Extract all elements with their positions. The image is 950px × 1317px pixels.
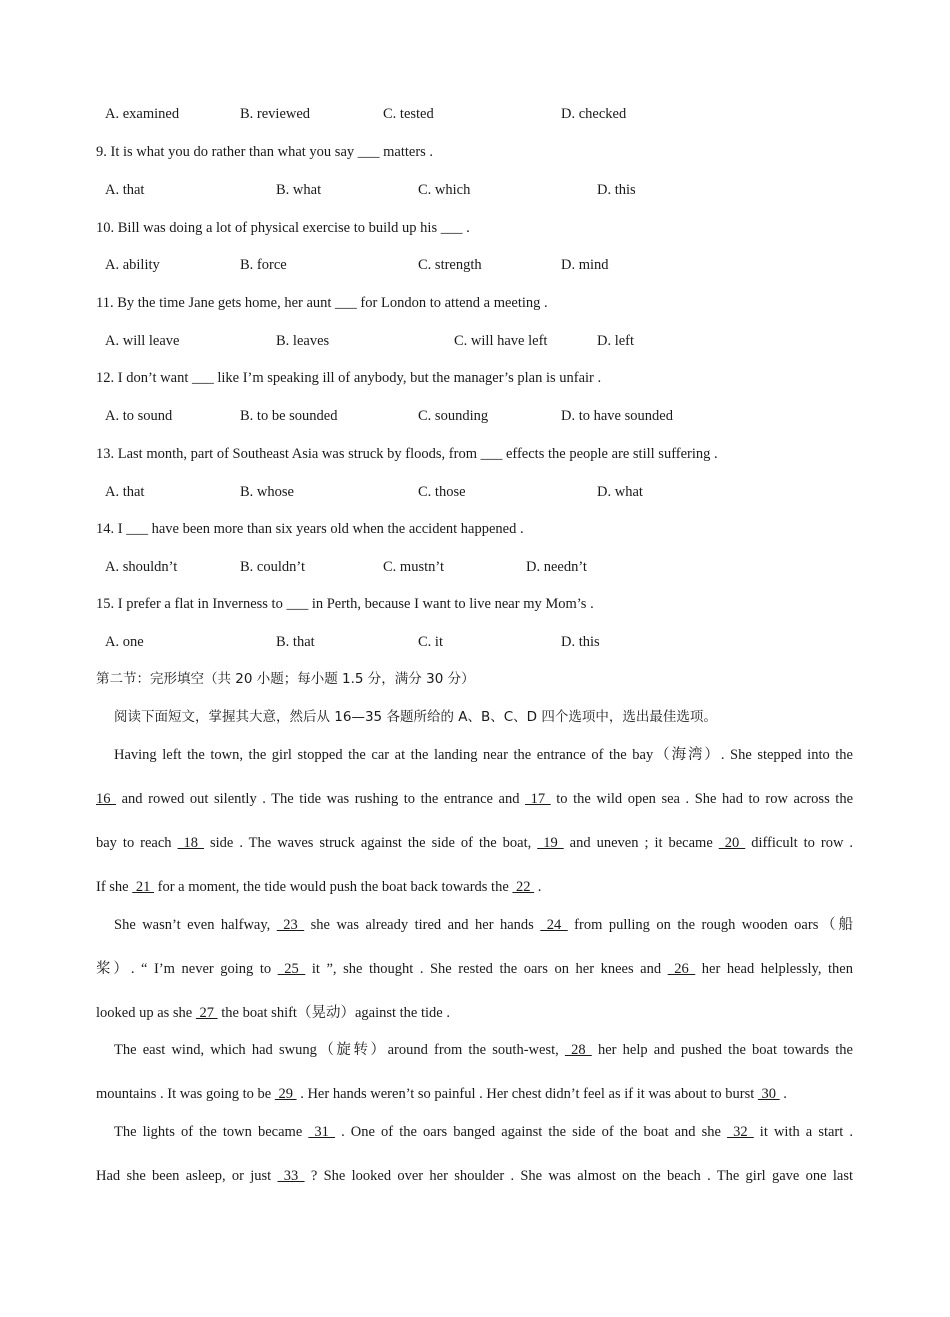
option-c: C. which	[418, 182, 471, 198]
option-d: D. what	[597, 484, 643, 500]
passage-line: mountains . It was going to be 29 . Her hands weren’t so painful . Her chest didn’t feel as if it was about to burst 30 .	[96, 1086, 787, 1102]
blank-16: 16	[96, 791, 117, 807]
blank-31: 31	[308, 1124, 336, 1140]
blank-20: 20	[718, 835, 746, 851]
option-d: D. to have sounded	[561, 408, 673, 424]
option-a: A. to sound	[105, 408, 173, 424]
blank-27: 27	[195, 1005, 218, 1021]
option-c: C. it	[418, 634, 443, 650]
passage-paragraph-4	[96, 1123, 853, 1185]
passage-line: Having left the town, the girl stopped the car at the landing near the entrance of the bay（海湾）. She stepped into the	[114, 747, 853, 763]
option-d: D. needn’t	[526, 559, 587, 575]
option-b: B. force	[240, 257, 287, 273]
blank-28: 28	[564, 1042, 592, 1058]
passage-line: If she 21 for a moment, the tide would push the boat back towards the 22 .	[96, 879, 542, 895]
option-b: B. what	[276, 182, 322, 198]
passage-line: She wasn’t even halfway, 23 she was already tired and her hands 24 from pulling on the rough wooden oars（船	[114, 917, 854, 933]
question-stem: 15. I prefer a flat in Inverness to ___ in Perth, because I want to live near my Mom’s .	[96, 596, 594, 612]
option-a: A. shouldn’t	[105, 559, 178, 575]
option-d: D. this	[597, 182, 636, 198]
blank-22: 22	[512, 879, 535, 895]
option-b: B. leaves	[276, 333, 330, 349]
question-stem: 14. I ___ have been more than six years old when the accident happened .	[96, 521, 524, 537]
blank-17: 17	[525, 791, 551, 807]
option-a: A. that	[105, 182, 145, 198]
blank-33: 33	[277, 1168, 305, 1184]
section-heading: 第二节：完形填空（共 20 小题；每小题 1.5 分，满分 30 分）	[96, 671, 475, 687]
option-c: C. sounding	[418, 408, 489, 424]
blank-18: 18	[177, 835, 205, 851]
option-b: B. couldn’t	[240, 559, 305, 575]
question-stem: 12. I don’t want ___ like I’m speaking ill of anybody, but the manager’s plan is unfair .	[96, 370, 602, 386]
question-stem: 9. It is what you do rather than what you say ___ matters .	[96, 144, 434, 160]
passage-line: The east wind, which had swung（旋转）around from the south-west, 28 her help and pushed the boat towards the	[114, 1042, 853, 1058]
option-d: D. left	[597, 333, 635, 349]
question-stem: 10. Bill was doing a lot of physical exercise to build up his ___ .	[96, 220, 470, 236]
q8-option-a: A. examined	[105, 106, 180, 122]
blank-19: 19	[537, 835, 564, 851]
option-a: A. one	[105, 634, 144, 650]
passage-line: Had she been asleep, or just 33 ? She looked over her shoulder . She was almost on the beach . The girl gave one last	[96, 1168, 853, 1184]
q8-option-b: B. reviewed	[240, 106, 311, 122]
passage-paragraph-1	[96, 746, 853, 896]
passage-line: bay to reach 18 side . The waves struck against the side of the boat, 19 and uneven ; it became 20 difficult to row .	[96, 835, 854, 851]
section-instruction: 阅读下面短文，掌握其大意，然后从 16—35 各题所给的 A、B、C、D 四个选项中，选出最佳选项。	[114, 709, 717, 725]
option-a: A. ability	[105, 257, 160, 273]
option-b: B. to be sounded	[240, 408, 338, 424]
blank-23: 23	[276, 917, 305, 933]
option-b: B. that	[276, 634, 315, 650]
q8-option-d: D. checked	[561, 106, 627, 122]
passage-line: looked up as she 27 the boat shift（晃动）against the tide .	[96, 1005, 450, 1021]
blank-25: 25	[277, 961, 306, 977]
option-c: C. those	[418, 484, 466, 500]
passage-line: 桨）. “ I’m never going to 25 it ”, she thought . She rested the oars on her knees and 26 her head helplessly, then	[96, 961, 853, 977]
option-c: C. will have left	[454, 333, 548, 349]
option-a: A. that	[105, 484, 145, 500]
question-stem: 11. By the time Jane gets home, her aunt ___ for London to attend a meeting .	[96, 295, 548, 311]
blank-32: 32	[727, 1124, 754, 1140]
option-c: C. strength	[418, 257, 482, 273]
option-d: D. mind	[561, 257, 609, 273]
passage-line: The lights of the town became 31 . One of the oars banged against the side of the boat and she 32 it with a start .	[114, 1124, 853, 1140]
blank-29: 29	[274, 1086, 297, 1102]
blank-30: 30	[757, 1086, 780, 1102]
blank-24: 24	[540, 917, 568, 933]
option-a: A. will leave	[105, 333, 180, 349]
option-d: D. this	[561, 634, 600, 650]
option-c: C. mustn’t	[383, 559, 444, 575]
blank-21: 21	[132, 879, 154, 895]
q8-option-c: C. tested	[383, 106, 434, 122]
passage-paragraph-3	[96, 1041, 853, 1103]
passage-paragraph-2	[96, 916, 853, 1022]
option-b: B. whose	[240, 484, 294, 500]
passage-line: 16 and rowed out silently . The tide was rushing to the entrance and 17 to the wild open sea . She had to row across the	[96, 791, 853, 807]
blank-26: 26	[667, 961, 696, 977]
question-stem: 13. Last month, part of Southeast Asia was struck by floods, from ___ effects the people are still suffering .	[96, 446, 718, 462]
